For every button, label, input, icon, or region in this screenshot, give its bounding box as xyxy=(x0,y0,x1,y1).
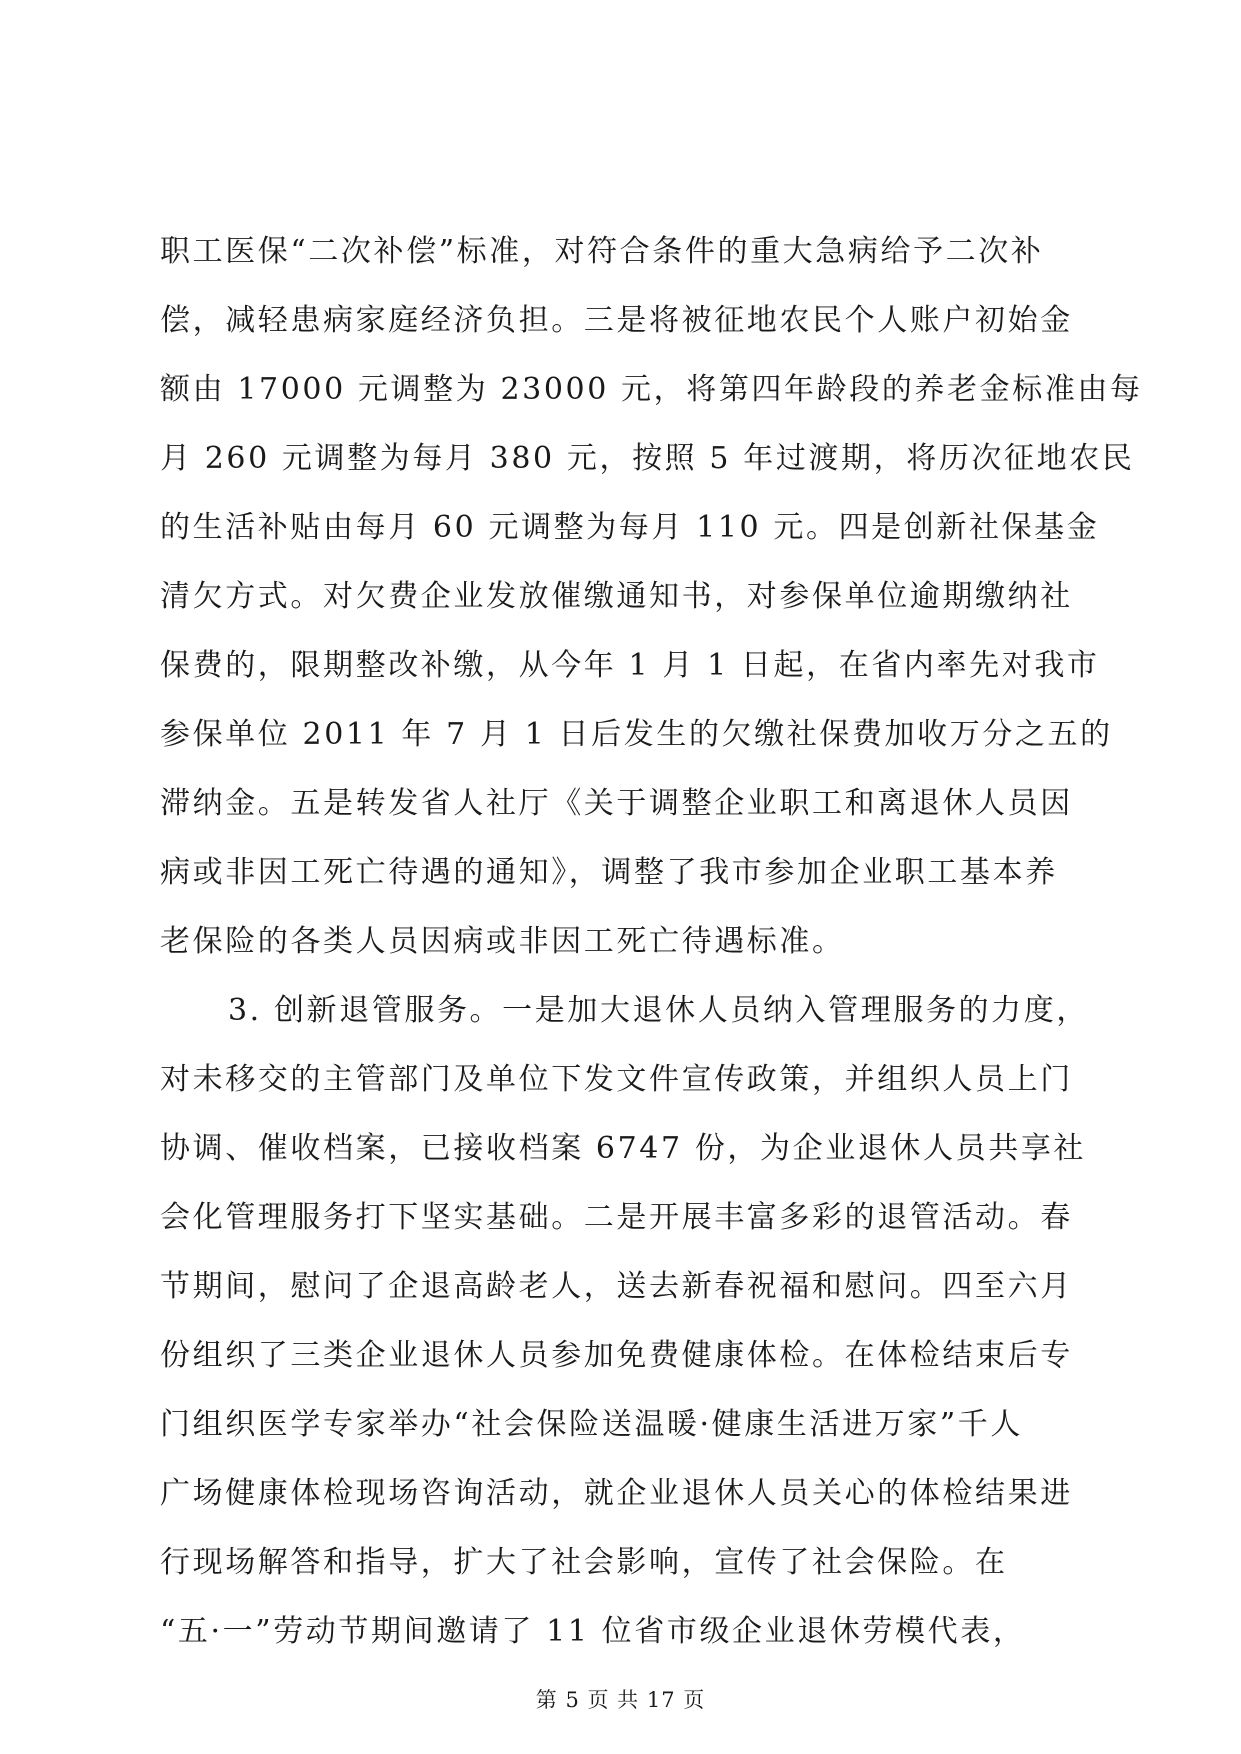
body-line: 月 260 元调整为每月 380 元，按照 5 年过渡期，将历次征地农民 xyxy=(160,441,1135,476)
body-line: 行现场解答和指导，扩大了社会影响，宣传了社会保险。在 xyxy=(160,1545,1008,1580)
body-line: 份组织了三类企业退休人员参加免费健康体检。在体检结束后专 xyxy=(160,1338,1073,1373)
body-line: 偿，减轻患病家庭经济负担。三是将被征地农民个人账户初始金 xyxy=(160,303,1073,338)
body-line: 门组织医学专家举办“社会保险送温暖·健康生活进万家”千人 xyxy=(160,1407,1024,1442)
page-number-footer: 第 5 页 共 17 页 xyxy=(535,1688,706,1712)
body-line: 对未移交的主管部门及单位下发文件宣传政策，并组织人员上门 xyxy=(160,1062,1073,1097)
body-line: 老保险的各类人员因病或非因工死亡待遇标准。 xyxy=(160,924,845,959)
body-line: 广场健康体检现场咨询活动，就企业退休人员关心的体检结果进 xyxy=(160,1476,1073,1511)
body-line: 职工医保“二次补偿”标准，对符合条件的重大急病给予二次补 xyxy=(160,234,1044,269)
body-line: 滞纳金。五是转发省人社厅《关于调整企业职工和离退休人员因 xyxy=(160,786,1073,821)
body-line: 病或非因工死亡待遇的通知》，调整了我市参加企业职工基本养 xyxy=(160,855,1058,890)
body-line: 节期间，慰问了企退高龄老人，送去新春祝福和慰问。四至六月 xyxy=(160,1269,1073,1304)
body-line: 参保单位 2011 年 7 月 1 日后发生的欠缴社保费加收万分之五的 xyxy=(160,717,1113,752)
body-line: 清欠方式。对欠费企业发放催缴通知书，对参保单位逾期缴纳社 xyxy=(160,579,1073,614)
body-line: 的生活补贴由每月 60 元调整为每月 110 元。四是创新社保基金 xyxy=(160,510,1100,545)
paragraph-start-line: 3. 创新退管服务。一是加大退休人员纳入管理服务的力度， xyxy=(228,993,1089,1028)
body-line: “五·一”劳动节期间邀请了 11 位省市级企业退休劳模代表， xyxy=(160,1614,1026,1649)
body-line: 会化管理服务打下坚实基础。二是开展丰富多彩的退管活动。春 xyxy=(160,1200,1073,1235)
body-line: 协调、催收档案，已接收档案 6747 份，为企业退休人员共享社 xyxy=(160,1131,1087,1166)
body-line: 额由 17000 元调整为 23000 元，将第四年龄段的养老金标准由每 xyxy=(160,372,1143,407)
body-line: 保费的，限期整改补缴，从今年 1 月 1 日起，在省内率先对我市 xyxy=(160,648,1100,683)
